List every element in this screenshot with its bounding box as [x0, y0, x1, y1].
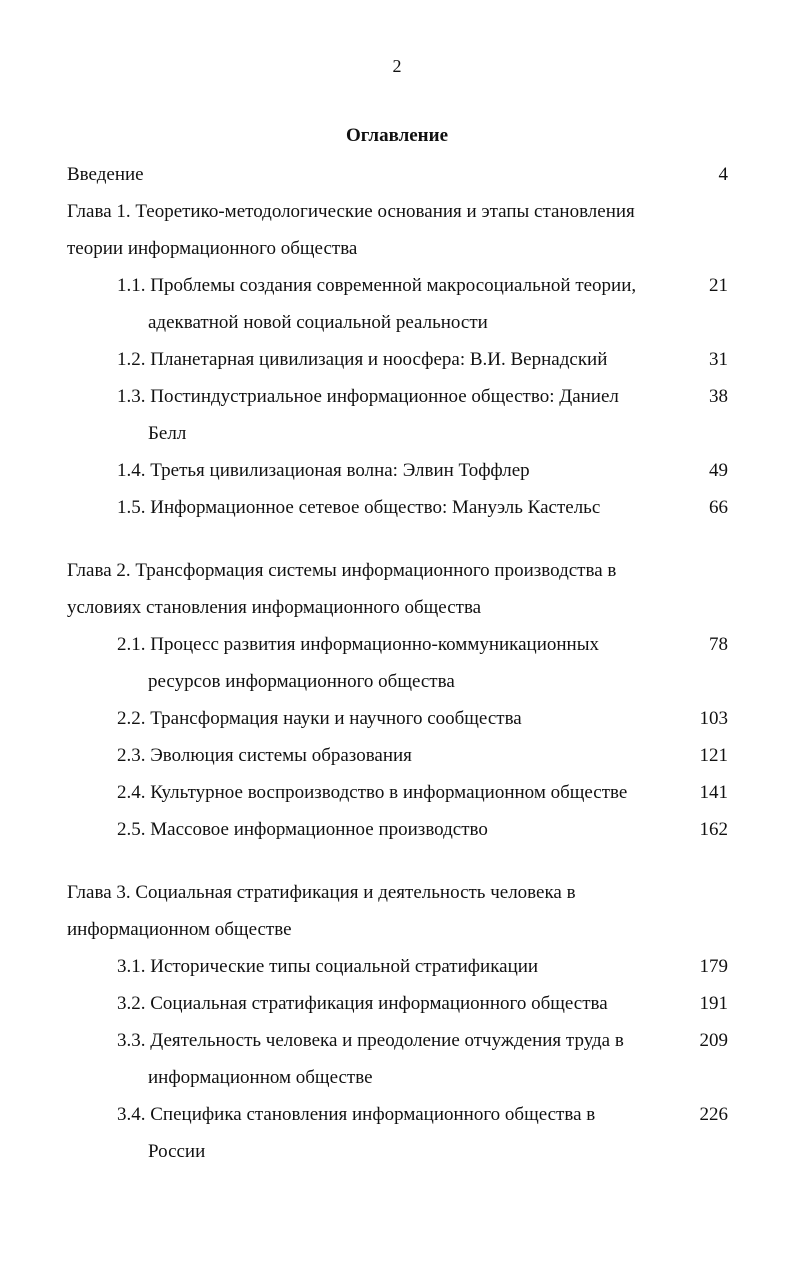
- section-2-1-line-2: ресурсов информационного общества: [148, 671, 455, 692]
- section-2-2-line-1: [117, 700, 677, 737]
- section-1-3-number: 1.3.: [117, 386, 146, 407]
- toc-chapter-3[interactable]: [67, 874, 677, 948]
- section-1-4-page: 49: [709, 460, 728, 481]
- section-3-4-number: 3.4.: [117, 1104, 146, 1125]
- chapter-3-line-1: Глава 3. Социальная стратификация и деятельность человека в: [67, 882, 576, 903]
- chapter-3-line-2: информационном обществе: [67, 919, 292, 940]
- section-1-3-text-1: Постиндустриальное информационное общество: Даниел: [150, 386, 619, 407]
- section-3-3-number: 3.3.: [117, 1030, 146, 1051]
- section-1-1-text-1: Проблемы создания современной макросоциальной теории,: [150, 275, 637, 296]
- section-3-4-line-1: [117, 1096, 677, 1133]
- section-3-2-number: 3.2.: [117, 993, 146, 1014]
- section-3-4-text-1: Специфика становления информационного общества в: [150, 1104, 596, 1125]
- toc-entry-intro-label: Введение: [67, 164, 144, 185]
- section-2-1-text-1: Процесс развития информационно-коммуникационных: [150, 634, 599, 655]
- section-1-4-line-1: [117, 452, 677, 489]
- section-3-3-text-1: Деятельность человека и преодоление отчуждения труда в: [150, 1030, 624, 1051]
- section-3-1-text-1: Исторические типы социальной стратификации: [150, 956, 539, 977]
- section-2-2-text-1: Трансформация науки и научного сообщества: [150, 708, 522, 729]
- section-1-1-line-1: [117, 267, 677, 304]
- section-2-4-line-1: [117, 774, 677, 811]
- section-1-5-line-1: [117, 489, 677, 526]
- section-1-2-text-1: Планетарная цивилизация и ноосфера: В.И. Вернадский: [150, 349, 608, 370]
- toc-chapter-2[interactable]: [67, 552, 677, 626]
- section-2-4-text-1: Культурное воспроизводство в информационном обществе: [150, 782, 628, 803]
- section-2-3-line-1: [117, 737, 677, 774]
- section-1-1-line-2: адекватной новой социальной реальности: [148, 312, 488, 333]
- page-number: 2: [392, 56, 402, 76]
- section-1-1-page: 21: [709, 275, 728, 296]
- section-2-3-page: 121: [699, 745, 728, 766]
- section-3-2-line-1: [117, 985, 677, 1022]
- section-2-5-number: 2.5.: [117, 819, 146, 840]
- section-1-4-number: 1.4.: [117, 460, 146, 481]
- section-3-3-page: 209: [699, 1030, 728, 1051]
- section-1-2-number: 1.2.: [117, 349, 146, 370]
- section-1-3-line-2: Белл: [148, 423, 187, 444]
- section-1-5-page: 66: [709, 497, 728, 518]
- toc-title: Оглавление: [345, 125, 449, 146]
- section-3-2-page: 191: [699, 993, 728, 1014]
- section-3-1-line-1: [117, 948, 677, 985]
- chapter-1-line-2: теории информационного общества: [67, 238, 358, 259]
- section-2-3-text-1: Эволюция системы образования: [150, 745, 412, 766]
- section-2-5-line-1: [117, 811, 677, 848]
- section-3-3-line-2: информационном обществе: [148, 1067, 373, 1088]
- section-3-1-page: 179: [699, 956, 728, 977]
- chapter-2-line-1: Глава 2. Трансформация системы информационного производства в: [67, 560, 617, 581]
- section-1-3-page: 38: [709, 386, 728, 407]
- section-2-5-text-1: Массовое информационное производство: [150, 819, 488, 840]
- section-1-2-line-1: [117, 341, 677, 378]
- section-2-1-line-1: [117, 626, 677, 663]
- section-1-4-text-1: Третья цивилизационая волна: Элвин Тоффлер: [150, 460, 530, 481]
- section-2-2-page: 103: [699, 708, 728, 729]
- section-3-3-line-1: [117, 1022, 677, 1059]
- section-2-5-page: 162: [699, 819, 728, 840]
- section-1-1-number: 1.1.: [117, 275, 146, 296]
- chapter-2-line-2: условиях становления информационного общества: [67, 597, 482, 618]
- section-1-5-number: 1.5.: [117, 497, 146, 518]
- toc-entry-intro-page: 4: [718, 164, 728, 185]
- section-1-5-text-1: Информационное сетевое общество: Мануэль Кастельс: [150, 497, 601, 518]
- toc-chapter-1[interactable]: [67, 193, 677, 267]
- section-2-1-number: 2.1.: [117, 634, 146, 655]
- section-2-1-page: 78: [709, 634, 728, 655]
- section-2-4-number: 2.4.: [117, 782, 146, 803]
- section-3-4-page: 226: [699, 1104, 728, 1125]
- section-2-4-page: 141: [699, 782, 728, 803]
- section-3-4-line-2: России: [148, 1141, 206, 1162]
- section-1-2-page: 31: [709, 349, 728, 370]
- section-1-3-line-1: [117, 378, 677, 415]
- section-3-1-number: 3.1.: [117, 956, 146, 977]
- chapter-1-line-1: Глава 1. Теоретико-методологические основания и этапы становления: [67, 201, 635, 222]
- section-3-2-text-1: Социальная стратификация информационного общества: [150, 993, 608, 1014]
- section-2-2-number: 2.2.: [117, 708, 146, 729]
- section-2-3-number: 2.3.: [117, 745, 146, 766]
